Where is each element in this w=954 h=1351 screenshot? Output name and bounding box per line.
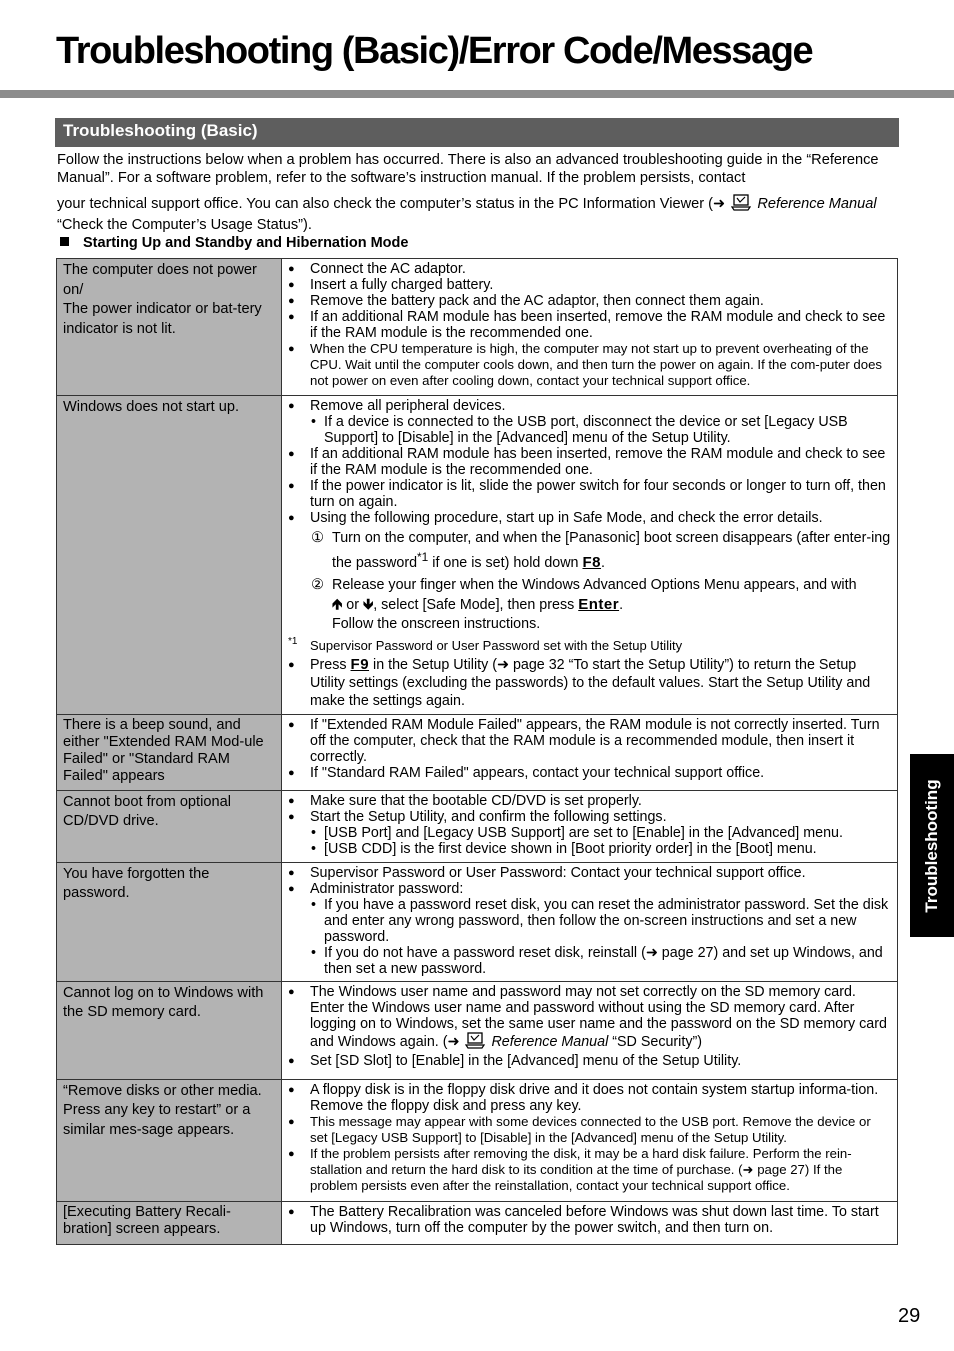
- reference-manual-icon: [731, 194, 751, 216]
- intro-text: “Check the Computer’s Usage Status”).: [57, 217, 312, 233]
- list-item: ● The Battery Recalibration was canceled before Windows was shut down last time. To start up Windows, turn off the computer by the power switch, and then turn on.: [310, 1204, 891, 1236]
- step-text: , select [Safe Mode], then press: [373, 596, 579, 613]
- problem-text: Cannot log on to Windows with the SD memory card.: [63, 984, 264, 1021]
- up-arrow-icon: 🡹: [332, 596, 343, 613]
- list-item: ● If "Standard RAM Failed" appears, contact your technical support office.: [310, 765, 891, 781]
- problem-text: Windows does not start up.: [63, 399, 240, 415]
- item-text: page 27) and set up Windows, and then set a new password.: [324, 944, 883, 977]
- list-item: ● Set [SD Slot] to [Enable] in the [Advanced] menu of the Setup Utility.: [310, 1053, 891, 1069]
- sub-item: • [USB CDD] is the first device shown in [Boot priority order] in the [Boot] menu.: [310, 841, 891, 857]
- table-row: [57, 259, 898, 396]
- subheading-text: Starting Up and Standby and Hibernation Mode: [83, 235, 409, 251]
- item-text: The Windows user name and password may not set correctly on the SD memory card. Enter the Windows user name and password without using the SD memory card. After logging on to Windows, set the same user name and the password on the SD memory card and Windows again. (: [310, 983, 887, 1050]
- step-text: .: [601, 554, 605, 571]
- title-divider: [0, 90, 954, 98]
- item-text: in the Setup Utility (: [369, 656, 497, 673]
- reference-manual-link: Reference Manual: [491, 1033, 609, 1050]
- footnote-ref: *1: [417, 550, 429, 564]
- troubleshooting-table: [56, 258, 898, 1245]
- list-item: ● When the CPU temperature is high, the computer may not start up to prevent overheating of the CPU. Wait until the computer cools down, and then turn the power on again. If the com-puter does not power on even after cooling down, contact your technical support office.: [310, 341, 891, 389]
- enter-key: Enter: [578, 595, 620, 613]
- item-text: Press: [310, 656, 351, 673]
- problem-text: Cannot boot from optional CD/DVD drive.: [63, 793, 231, 830]
- right-arrow-icon: ➜: [742, 1161, 754, 1177]
- subheading: [57, 235, 408, 251]
- step-text: or: [342, 596, 363, 613]
- square-bullet-icon: [60, 237, 69, 246]
- table-row: [57, 396, 898, 715]
- item-text: page 27) If the problem persists even after the reinstallation, contact your technical support office.: [310, 1161, 843, 1193]
- sub-item: [310, 945, 891, 977]
- list-item: ● Remove the battery pack and the AC adaptor, then connect them again.: [310, 293, 891, 309]
- solution-cell: [282, 1079, 898, 1201]
- solution-cell: [282, 790, 898, 862]
- step-2: [310, 576, 891, 634]
- reference-manual-icon: [465, 1032, 485, 1053]
- down-arrow-icon: 🡻: [362, 596, 374, 613]
- section-title: Troubleshooting (Basic): [55, 118, 899, 147]
- footnote-mark: *1: [288, 635, 298, 647]
- list-item: ● If "Extended RAM Module Failed" appears, the RAM module is not correctly inserted. Turn off the computer, check that the RAM module is a recommended module, then insert it correctly.: [310, 717, 891, 765]
- table-row: [57, 714, 898, 790]
- list-item: ● Insert a fully charged battery.: [310, 277, 891, 293]
- solution-cell: [282, 981, 898, 1079]
- intro-line-2: [57, 194, 899, 234]
- table-row: [57, 1201, 898, 1244]
- step-number: ②: [311, 576, 324, 593]
- step-text: Release your finger when the Windows Advanced Options Menu appears, and with: [332, 576, 857, 593]
- list-item: ● Supervisor Password or User Password: Contact your technical support office.: [310, 865, 891, 881]
- side-tab-label: Troubleshooting: [922, 778, 941, 913]
- problem-text: [Executing Battery Recali-bration] screen appears.: [63, 1203, 231, 1237]
- step-text: Turn on the computer, and when the [Panasonic] boot screen disappears (after enter-ing the password: [332, 530, 891, 571]
- intro-line-1: Follow the instructions below when a problem has occurred. There is also an advanced troubleshooting guide in the “Reference Manual”. For a software problem, refer to the software’s instruction manual. If the problem persists, contact: [57, 152, 879, 186]
- problem-cell: [57, 981, 282, 1079]
- right-arrow-icon: ➜: [496, 656, 509, 673]
- f8-key: F8: [582, 553, 602, 571]
- problem-text: The computer does not power on/ The power indicator or bat-tery indicator is not lit.: [63, 262, 262, 337]
- step-number: ①: [311, 530, 324, 546]
- problem-cell: [57, 862, 282, 981]
- reference-manual-link: Reference Manual: [757, 196, 877, 212]
- sub-item: • If you have a password reset disk, you can reset the administrator password. Set the disk and enter any wrong password, then follow the on-screen instructions and set a new password.: [310, 897, 891, 945]
- item-text: If the problem persists after removing the disk, it may be a hard disk failure. Perform the rein-stallation and return the hard disk to its condition at the time of purchase. (: [310, 1145, 852, 1177]
- page-title: Troubleshooting (Basic)/Error Code/Message: [56, 30, 813, 72]
- step-text: .: [619, 596, 624, 613]
- problem-cell: [57, 259, 282, 396]
- list-item: ● A floppy disk is in the floppy disk drive and it does not contain system startup informa-tion. Remove the floppy disk and press any key.: [310, 1082, 891, 1114]
- side-tab: [910, 754, 954, 937]
- table-row: [57, 981, 898, 1079]
- solution-cell: [282, 714, 898, 790]
- footnote-text: Supervisor Password or User Password set with the Setup Utility: [310, 637, 683, 653]
- sub-item: • If a device is connected to the USB port, disconnect the device or set [Legacy USB Support] to [Disable] in the [Advanced] menu of the Setup Utility.: [310, 414, 891, 446]
- list-item: ● Remove all peripheral devices.: [310, 398, 891, 414]
- intro-paragraph: [57, 151, 899, 234]
- list-item: ● If an additional RAM module has been inserted, remove the RAM module and check to see if the RAM module is the recommended one.: [310, 446, 891, 478]
- solution-cell: [282, 1201, 898, 1244]
- list-item: ● If an additional RAM module has been inserted, remove the RAM module and check to see if the RAM module is the recommended one.: [310, 309, 891, 341]
- problem-cell: [57, 1079, 282, 1201]
- list-item: ● Make sure that the bootable CD/DVD is set properly.: [310, 793, 891, 809]
- list-item: [310, 1146, 891, 1194]
- intro-text: your technical support office. You can also check the computer’s status in the PC Information Viewer (: [57, 196, 713, 212]
- step-text: Follow the onscreen instructions.: [332, 615, 541, 632]
- problem-cell: [57, 790, 282, 862]
- item-text: “SD Security”): [608, 1033, 702, 1050]
- list-item: ● If the power indicator is lit, slide the power switch for four seconds or longer to turn off, then turn on again.: [310, 478, 891, 510]
- table-row: [57, 790, 898, 862]
- sub-item: • [USB Port] and [Legacy USB Support] are set to [Enable] in the [Advanced] menu.: [310, 825, 891, 841]
- footnote: [288, 635, 891, 654]
- item-text: If you do not have a password reset disk, reinstall (: [324, 944, 646, 961]
- table-row: [57, 862, 898, 981]
- list-item: ● Connect the AC adaptor.: [310, 261, 891, 277]
- f9-key: F9: [350, 655, 370, 673]
- problem-text: “Remove disks or other media. Press any key to restart” or a similar mes-sage appears.: [63, 1082, 262, 1138]
- solution-cell: [282, 396, 898, 715]
- problem-cell: [57, 396, 282, 715]
- solution-cell: [282, 862, 898, 981]
- item-text: page 32 “To start the Setup Utility”) to return the Setup Utility settings (excluding the passwords) to the default values. Start the Setup Utility and make the settings again.: [310, 656, 871, 709]
- step-text: if one is set) hold down: [428, 554, 583, 571]
- list-item: [310, 984, 891, 1053]
- list-item: [310, 656, 891, 710]
- page-number: 29: [898, 1305, 921, 1327]
- solution-cell: [282, 259, 898, 396]
- table-row: [57, 1079, 898, 1201]
- list-item: ● This message may appear with some devices connected to the USB port. Remove the device or set [Legacy USB Support] to [Disable] in the [Advanced] menu of the Setup Utility.: [310, 1114, 891, 1146]
- right-arrow-icon: ➜: [713, 196, 726, 212]
- right-arrow-icon: ➜: [447, 1033, 460, 1050]
- problem-text: There is a beep sound, and either "Extended RAM Mod-ule Failed" or "Standard RAM Failed" appears: [63, 716, 264, 784]
- problem-text: You have forgotten the password.: [63, 865, 210, 902]
- right-arrow-icon: ➜: [645, 944, 658, 961]
- problem-cell: [57, 714, 282, 790]
- problem-cell: [57, 1201, 282, 1244]
- list-item: ● Using the following procedure, start up in Safe Mode, and check the error details.: [310, 510, 891, 526]
- list-item: ● Start the Setup Utility, and confirm the following settings.: [310, 809, 891, 825]
- step-1: [310, 529, 891, 573]
- list-item: ● Administrator password:: [310, 881, 891, 897]
